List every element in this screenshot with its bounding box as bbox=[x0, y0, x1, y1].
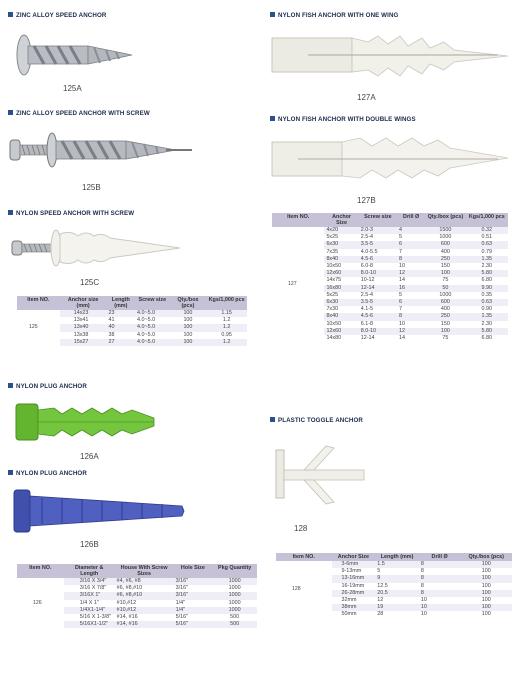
col-header: Screw size bbox=[359, 213, 397, 227]
table-row: 3/16 X 7/8" #6, #8,#10 3/16" 1000 bbox=[79, 585, 241, 592]
section-title-126a: NYLON PLUG ANCHOR bbox=[8, 383, 87, 390]
table-row: 13x38 38 4.0~5.0 100 0.95 bbox=[73, 331, 232, 338]
table-row: 1/4X1-1/4" #10,#12 1/4" 1000 bbox=[17, 607, 257, 614]
fish-anchor-one-wing-image bbox=[268, 28, 518, 88]
col-header: Item NO. bbox=[17, 296, 60, 310]
product-code-125b: 125B bbox=[82, 183, 101, 192]
col-header: Pkg Quantity bbox=[212, 564, 257, 578]
zinc-speed-anchor-image bbox=[14, 28, 144, 83]
table-row: 16-19mm 12.5 8 100 bbox=[341, 582, 491, 589]
table-row: 12x60 8.0-10 12 100 5.80 bbox=[272, 270, 508, 277]
item-number: 128 bbox=[276, 561, 332, 619]
table-128 bbox=[276, 553, 512, 619]
col-header: Length (mm) bbox=[375, 553, 419, 561]
col-header: Anchor size (mm) bbox=[60, 296, 107, 310]
plastic-toggle-anchor-image bbox=[268, 432, 378, 512]
table-row: 8x40 4.5-6 8 250 1.35 bbox=[272, 313, 508, 320]
square-bullet-icon bbox=[270, 417, 275, 422]
product-code-128: 128 bbox=[294, 524, 308, 533]
table-row: 26-28mm 20.5 8 100 bbox=[276, 590, 512, 597]
table-126 bbox=[17, 564, 257, 628]
table-125 bbox=[17, 296, 247, 346]
item-number: 125 bbox=[17, 310, 60, 346]
table-row: 6x30 3.5-5 6 600 0.63 bbox=[272, 299, 508, 306]
green-plug-anchor-image bbox=[14, 398, 164, 446]
table-row: 128 3-6mm 1.5 8 100 bbox=[276, 561, 512, 568]
section-title-127b: NYLON FISH ANCHOR WITH DOUBLE WINGS bbox=[270, 116, 416, 123]
col-header: Screw size bbox=[135, 296, 170, 310]
square-bullet-icon bbox=[8, 110, 13, 115]
col-header: Hole Size bbox=[174, 564, 213, 578]
square-bullet-icon bbox=[270, 116, 275, 121]
col-header: Kgs/1,000 pcs bbox=[466, 213, 508, 227]
col-header: Item NO. bbox=[272, 213, 324, 227]
product-code-125a: 125A bbox=[63, 84, 82, 93]
table-row: 14x75 10-12 14 75 6.80 bbox=[326, 277, 493, 284]
table-row: 127 4x20 2.0-3 4 1500 0.32 bbox=[272, 227, 508, 234]
table-row: 7x30 4.1-5 7 400 0.90 bbox=[326, 306, 493, 313]
col-header: Qty./box (pcs) bbox=[460, 553, 512, 561]
table-row: 13-16mm 9 8 100 bbox=[276, 575, 512, 582]
product-code-127a: 127A bbox=[357, 93, 376, 102]
table-row: 50mm 28 10 100 bbox=[341, 611, 491, 618]
section-title-128: PLASTIC TOGGLE ANCHOR bbox=[270, 417, 363, 424]
square-bullet-icon bbox=[8, 210, 13, 215]
square-bullet-icon bbox=[270, 12, 275, 17]
table-127 bbox=[272, 213, 508, 342]
col-header: Anchor Size bbox=[324, 213, 358, 227]
table-row: 9-13mm 5 8 100 bbox=[341, 568, 491, 575]
section-title-126b: NYLON PLUG ANCHOR bbox=[8, 470, 87, 477]
col-header: Length (mm) bbox=[107, 296, 135, 310]
table-row: 13x40 40 4.0~5.0 100 1.2 bbox=[17, 324, 247, 331]
product-code-126b: 126B bbox=[80, 540, 99, 549]
table-row: 7x35 4.0-5.5 7 400 0.79 bbox=[326, 248, 493, 255]
table-row: 10x50 6.1-8 10 150 2.30 bbox=[326, 320, 493, 327]
table-row: 126 3/16 X 3/4" #4, #6, #8 3/16" 1000 bbox=[17, 578, 257, 585]
table-row: 38mm 19 10 100 bbox=[276, 604, 512, 611]
table-row: 5/16X1-1/2" #14, #16 5/16" 500 bbox=[17, 621, 257, 628]
product-code-127b: 127B bbox=[357, 196, 376, 205]
table-row: 6x30 3.5-5 6 600 0.63 bbox=[272, 241, 508, 248]
col-header: Anchor Size bbox=[332, 553, 376, 561]
table-row: 10x50 6.0-8 10 150 2.30 bbox=[326, 263, 493, 270]
table-row: 32mm 12 10 100 bbox=[341, 597, 491, 604]
col-header: Diameter & Length bbox=[64, 564, 115, 578]
table-row: 5x25 2.5-4 5 1000 0.35 bbox=[326, 291, 493, 298]
product-code-126a: 126A bbox=[80, 452, 99, 461]
fish-anchor-double-wings-image bbox=[268, 134, 518, 184]
table-row: 3/16X 1" #6, #8,#10 3/16" 1000 bbox=[17, 592, 257, 599]
table-row: 12x60 8.0-10 12 100 5.80 bbox=[272, 328, 508, 335]
table-row: 16x80 12-14 16 50 9.90 bbox=[272, 285, 508, 292]
col-header: Qty./box (pcs) bbox=[170, 296, 207, 310]
col-header: Drill Ø bbox=[397, 213, 425, 227]
product-code-125c: 125C bbox=[80, 278, 100, 287]
section-title-125a: ZINC ALLOY SPEED ANCHOR bbox=[8, 12, 106, 19]
col-header: Qty./box (pcs) bbox=[425, 213, 465, 227]
nylon-speed-anchor-image bbox=[10, 222, 190, 272]
square-bullet-icon bbox=[8, 470, 13, 475]
table-row: 13x41 41 4.0~5.0 100 1.2 bbox=[73, 317, 231, 324]
col-header: Item NO. bbox=[276, 553, 332, 561]
table-row: 1/4 X 1" #10,#12 1/4" 1000 bbox=[79, 599, 241, 606]
blue-plug-anchor-image bbox=[12, 486, 192, 536]
col-header: House With Screw Sizes bbox=[115, 564, 174, 578]
square-bullet-icon bbox=[8, 12, 13, 17]
col-header: Kgs/1,000 pcs bbox=[206, 296, 247, 310]
col-header: Item NO. bbox=[17, 564, 64, 578]
item-number: 126 bbox=[17, 578, 64, 628]
table-row: 5/16 X 1-3/8" #14, #16 5/16" 500 bbox=[79, 614, 240, 621]
square-bullet-icon bbox=[8, 383, 13, 388]
section-title-127a: NYLON FISH ANCHOR WITH ONE WING bbox=[270, 12, 398, 19]
table-row: 125 14x23 23 4.0~5.0 100 1.15 bbox=[17, 310, 247, 317]
zinc-speed-anchor-screw-image bbox=[6, 128, 196, 173]
section-title-125b: ZINC ALLOY SPEED ANCHOR WITH SCREW bbox=[8, 110, 150, 117]
section-title-125c: NYLON SPEED ANCHOR WITH SCREW bbox=[8, 210, 134, 217]
col-header: Drill Ø bbox=[419, 553, 461, 561]
table-row: 15x27 27 4.0~5.0 100 1.2 bbox=[17, 339, 247, 346]
item-number: 127 bbox=[272, 227, 324, 342]
table-row: 5x25 2.5-4 5 1000 0.51 bbox=[326, 234, 493, 241]
table-row: 14x80 12-14 14 75 6.80 bbox=[326, 335, 493, 342]
table-row: 8x40 4.5-6 8 250 1.35 bbox=[272, 256, 508, 263]
